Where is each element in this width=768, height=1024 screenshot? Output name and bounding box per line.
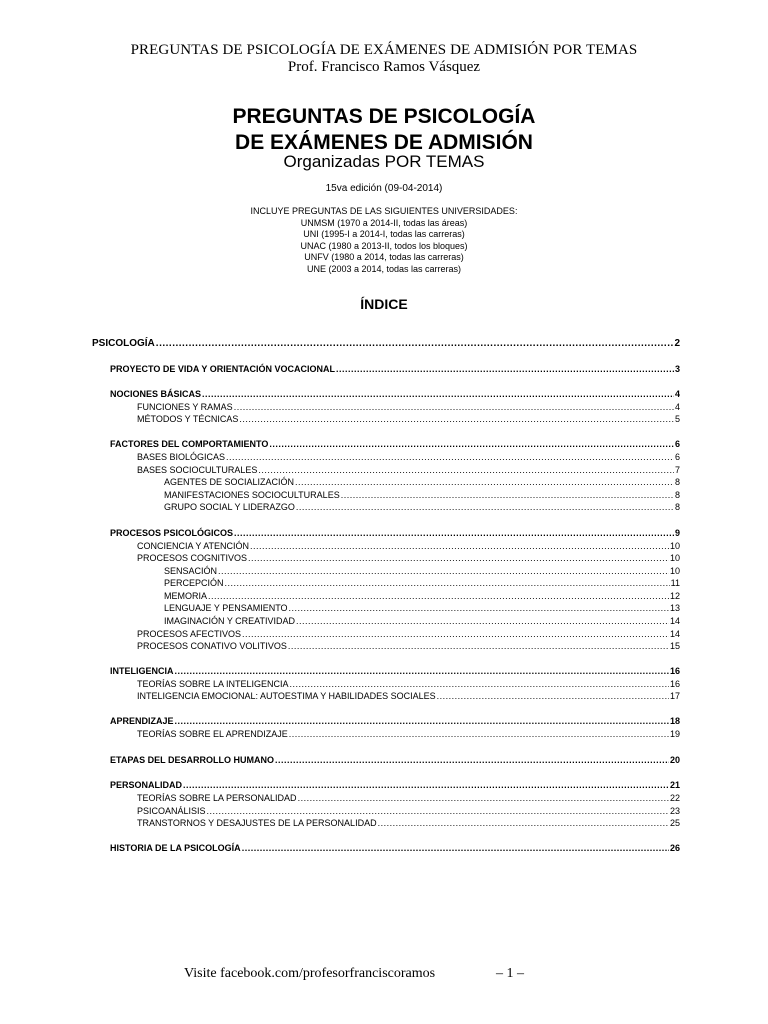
toc-entry[interactable] xyxy=(164,578,680,588)
toc-entry-page: 17 xyxy=(669,691,680,701)
toc-entry-label: APRENDIZAJE xyxy=(110,716,174,726)
toc-dot-leader xyxy=(275,755,669,765)
toc-entry-label: TEORÍAS SOBRE LA PERSONALIDAD xyxy=(137,793,297,803)
toc-entry-label: CONCIENCIA Y ATENCIÓN xyxy=(137,541,250,551)
university-item: UNFV (1980 a 2014, todas las carreras) xyxy=(304,252,464,262)
toc-entry-page: 4 xyxy=(674,389,680,399)
toc-entry-page: 13 xyxy=(669,603,680,613)
toc-dot-leader xyxy=(288,641,669,651)
toc-dot-leader xyxy=(234,402,674,412)
toc-entry[interactable] xyxy=(164,591,680,601)
toc-entry-page: 2 xyxy=(674,338,680,349)
toc-entry-page: 8 xyxy=(674,502,680,512)
toc-entry[interactable] xyxy=(92,338,680,349)
toc-entry[interactable] xyxy=(137,818,680,828)
toc-entry[interactable] xyxy=(164,490,680,500)
toc-entry-page: 10 xyxy=(669,566,680,576)
toc-entry[interactable] xyxy=(110,780,680,790)
toc-entry-page: 14 xyxy=(669,616,680,626)
toc-entry-label: TEORÍAS SOBRE EL APRENDIZAJE xyxy=(137,729,288,739)
toc-dot-leader xyxy=(296,502,674,512)
toc-entry-label: ETAPAS DEL DESARROLLO HUMANO xyxy=(110,755,275,765)
toc-entry[interactable] xyxy=(137,691,680,701)
toc-entry-page: 12 xyxy=(669,591,680,601)
toc-entry-page: 3 xyxy=(674,364,680,374)
toc-entry-label: INTELIGENCIA EMOCIONAL: AUTOESTIMA Y HABILIDADES SOCIALES xyxy=(137,691,436,701)
universities-intro: INCLUYE PREGUNTAS DE LAS SIGUIENTES UNIVERSIDADES: xyxy=(250,206,518,216)
toc-entry-page: 8 xyxy=(674,490,680,500)
toc-entry[interactable] xyxy=(137,402,680,412)
toc-dot-leader xyxy=(248,553,669,563)
toc-entry-page: 20 xyxy=(669,755,680,765)
toc-dot-leader xyxy=(437,691,669,701)
toc-entry-page: 14 xyxy=(669,629,680,639)
toc-entry[interactable] xyxy=(164,477,680,487)
toc-entry[interactable] xyxy=(164,566,680,576)
toc-entry[interactable] xyxy=(137,629,680,639)
toc-entry-label: FACTORES DEL COMPORTAMIENTO xyxy=(110,439,269,449)
toc-entry-label: IMAGINACIÓN Y CREATIVIDAD xyxy=(164,616,296,626)
edition-label: 15va edición (09-04-2014) xyxy=(325,183,443,194)
toc-dot-leader xyxy=(258,465,674,475)
toc-entry[interactable] xyxy=(137,679,680,689)
toc-entry-page: 11 xyxy=(670,578,680,588)
toc-entry-page: 15 xyxy=(669,641,680,651)
toc-entry-label: PROCESOS CONATIVO VOLITIVOS xyxy=(137,641,287,651)
toc-dot-leader xyxy=(156,338,674,349)
toc-entry[interactable] xyxy=(110,843,680,853)
toc-dot-leader xyxy=(296,616,669,626)
page-number: – 1 – xyxy=(496,966,524,981)
toc-entry-page: 10 xyxy=(669,553,680,563)
universities-block xyxy=(0,206,768,275)
toc-entry-label: INTELIGENCIA xyxy=(110,666,174,676)
toc-entry-label: PERSONALIDAD xyxy=(110,780,183,790)
toc-entry-label: NOCIONES BÁSICAS xyxy=(110,389,202,399)
facebook-link[interactable]: Visite facebook.com/profesorfranciscoramos xyxy=(184,966,436,981)
toc-entry[interactable] xyxy=(137,806,680,816)
toc-entry[interactable] xyxy=(110,389,680,399)
toc-entry-page: 19 xyxy=(669,729,680,739)
toc-entry[interactable] xyxy=(137,641,680,651)
toc-entry-label: HISTORIA DE LA PSICOLOGÍA xyxy=(110,843,241,853)
toc-dot-leader xyxy=(341,490,674,500)
document-title-line-1: PREGUNTAS DE PSICOLOGÍA xyxy=(232,105,536,128)
toc-entry-page: 7 xyxy=(674,465,680,475)
toc-entry-label: AGENTES DE SOCIALIZACIÓN xyxy=(164,477,295,487)
toc-entry[interactable] xyxy=(137,452,680,462)
running-header-author: Prof. Francisco Ramos Vásquez xyxy=(287,59,481,75)
toc-entry-label: TRANSTORNOS Y DESAJUSTES DE LA PERSONALIDAD xyxy=(137,818,377,828)
toc-dot-leader xyxy=(298,793,669,803)
toc-entry-page: 6 xyxy=(674,439,680,449)
toc-entry-page: 26 xyxy=(669,843,680,853)
toc-entry[interactable] xyxy=(137,553,680,563)
toc-entry-page: 23 xyxy=(669,806,680,816)
toc-dot-leader xyxy=(269,439,674,449)
toc-dot-leader xyxy=(175,666,669,676)
toc-entry-label: MÉTODOS Y TÉCNICAS xyxy=(137,414,239,424)
toc-entry-label: BASES BIOLÓGICAS xyxy=(137,452,226,462)
university-item: UNAC (1980 a 2013-II, todos los bloques) xyxy=(300,240,468,251)
toc-entry-page: 6 xyxy=(674,452,680,462)
toc-entry[interactable] xyxy=(110,528,680,538)
toc-entry-page: 4 xyxy=(674,402,680,412)
university-item: UNI (1995-I a 2014-I, todas las carreras) xyxy=(303,229,465,239)
toc-entry-label: TEORÍAS SOBRE LA INTELIGENCIA xyxy=(137,679,289,689)
toc-dot-leader xyxy=(207,806,669,816)
toc-dot-leader xyxy=(234,528,674,538)
toc-entry-label: LENGUAJE Y PENSAMIENTO xyxy=(164,603,288,613)
toc-entry[interactable] xyxy=(137,541,680,551)
toc-dot-leader xyxy=(242,843,669,853)
toc-dot-leader xyxy=(225,578,670,588)
university-item: UNE (2003 a 2014, todas las carreras) xyxy=(306,263,462,274)
toc-entry-page: 8 xyxy=(674,477,680,487)
toc-entry-page: 10 xyxy=(669,541,680,551)
toc-entry-label: PROCESOS PSICOLÓGICOS xyxy=(110,528,234,538)
toc-dot-leader xyxy=(183,780,669,790)
toc-entry[interactable] xyxy=(137,414,680,424)
toc-dot-leader xyxy=(208,591,669,601)
toc-entry-label: PROCESOS COGNITIVOS xyxy=(137,553,248,563)
document-subtitle: Organizadas POR TEMAS xyxy=(283,152,485,171)
toc-entry[interactable] xyxy=(164,616,680,626)
toc-entry[interactable] xyxy=(164,502,680,512)
toc-dot-leader xyxy=(289,603,669,613)
toc-entry-label: MANIFESTACIONES SOCIOCULTURALES xyxy=(164,490,340,500)
toc-dot-leader xyxy=(175,716,669,726)
toc-dot-leader xyxy=(336,364,674,374)
toc-entry-page: 16 xyxy=(669,679,680,689)
toc-dot-leader xyxy=(289,729,669,739)
toc-entry[interactable] xyxy=(137,729,680,739)
toc-entry-label: SENSACIÓN xyxy=(164,566,218,576)
toc-dot-leader xyxy=(378,818,669,828)
toc-dot-leader xyxy=(242,629,669,639)
toc-entry-label: BASES SOCIOCULTURALES xyxy=(137,465,258,475)
toc-entry-page: 21 xyxy=(669,780,680,790)
toc-dot-leader xyxy=(295,477,674,487)
toc-entry-page: 16 xyxy=(669,666,680,676)
university-item: UNMSM (1970 a 2014-II, todas las áreas) xyxy=(300,217,468,228)
toc-dot-leader xyxy=(202,389,674,399)
toc-entry-page: 5 xyxy=(674,414,680,424)
running-header-title: PREGUNTAS DE PSICOLOGÍA DE EXÁMENES DE ADMISIÓN POR TEMAS xyxy=(130,42,638,58)
toc-entry[interactable] xyxy=(110,666,680,676)
toc-entry[interactable] xyxy=(110,439,680,449)
toc-entry[interactable] xyxy=(110,716,680,726)
toc-dot-leader xyxy=(218,566,669,576)
toc-entry-label: PROCESOS AFECTIVOS xyxy=(137,629,242,639)
index-heading: ÍNDICE xyxy=(360,296,408,312)
toc-entry-page: 25 xyxy=(669,818,680,828)
toc-entry-label: PSICOLOGÍA xyxy=(92,338,155,349)
toc-entry-page: 22 xyxy=(669,793,680,803)
toc-entry[interactable] xyxy=(137,465,680,475)
toc-dot-leader xyxy=(290,679,669,689)
toc-dot-leader xyxy=(239,414,674,424)
toc-entry[interactable] xyxy=(110,364,680,374)
toc-entry[interactable] xyxy=(164,603,680,613)
toc-entry-label: FUNCIONES Y RAMAS xyxy=(137,402,233,412)
toc-entry-label: GRUPO SOCIAL Y LIDERAZGO xyxy=(164,502,295,512)
document-title xyxy=(0,104,768,156)
toc-dot-leader xyxy=(250,541,669,551)
document-title-line-2: DE EXÁMENES DE ADMISIÓN xyxy=(235,131,533,154)
toc-entry-label: MEMORIA xyxy=(164,591,208,601)
toc-entry-page: 9 xyxy=(674,528,680,538)
toc-entry-label: PSICOANÁLISIS xyxy=(137,806,206,816)
toc-dot-leader xyxy=(226,452,674,462)
toc-entry-label: PROYECTO DE VIDA Y ORIENTACIÓN VOCACIONAL xyxy=(110,364,336,374)
toc-entry[interactable] xyxy=(110,755,680,765)
toc-entry[interactable] xyxy=(137,793,680,803)
toc-entry-page: 18 xyxy=(669,716,680,726)
toc-entry-label: PERCEPCIÓN xyxy=(164,578,224,588)
